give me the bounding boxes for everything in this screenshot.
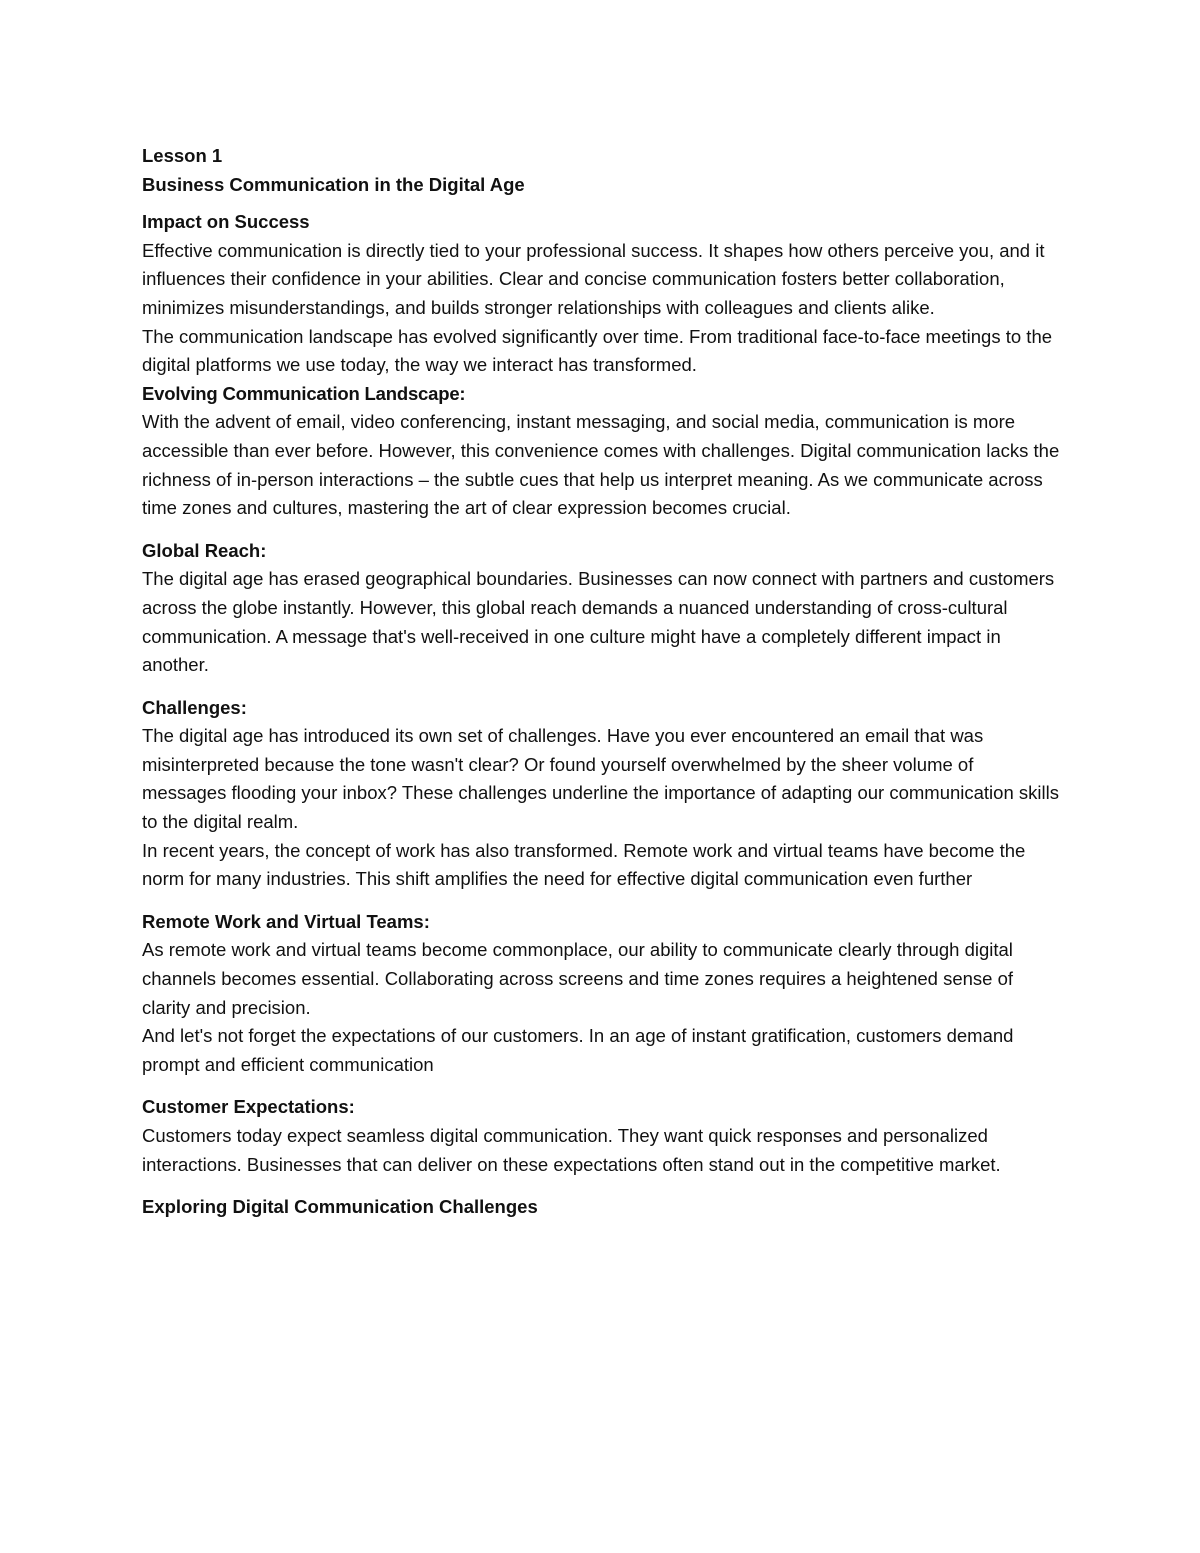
spacer (142, 894, 1062, 908)
paragraph: As remote work and virtual teams become commonplace, our ability to communicate clearly through digital channels becomes essential. Collaborating across screens and time zones requires a heightened sense of clarity and precision. (142, 939, 1014, 1018)
document-title: Business Communication in the Digital Age (142, 173, 525, 195)
paragraph: Customers today expect seamless digital communication. They want quick responses and personalized interactions. Businesses that can deliver on these expectations often stand out in the competitive market. (142, 1125, 1001, 1175)
section-heading-exploring-challenges: Exploring Digital Communication Challenges (142, 1196, 538, 1218)
section-heading-customer-expectations: Customer Expectations: (142, 1096, 355, 1118)
section-heading-evolving-landscape: Evolving Communication Landscape: (142, 382, 466, 404)
paragraph: The digital age has introduced its own set of challenges. Have you ever encountered an email that was misinterpreted because the tone wasn't clear? Or found yourself overwhelmed by the sheer volume of messages flooding your inbox? These challenges underline the importance of adapting our communication skills to the digital realm. (142, 725, 1059, 833)
section-heading-challenges: Challenges: (142, 696, 247, 718)
spacer (142, 680, 1062, 694)
paragraph: The digital age has erased geographical boundaries. Businesses can now connect with partners and customers across the globe instantly. However, this global reach demands a nuanced understanding of cross-cultural communication. A message that's well-received in one culture might have a completely different impact in another. (142, 568, 1055, 676)
paragraph: The communication landscape has evolved significantly over time. From traditional face-to-face meetings to the digital platforms we use today, the way we interact has transformed. (142, 325, 1053, 376)
paragraph: Effective communication is directly tied to your professional success. It shapes how others perceive you, and it influences their confidence in your abilities. Clear and concise communication fosters better collaboration, minimizes misunderstandings, and builds stronger relationships with colleagues and clients alike. (142, 239, 1045, 318)
paragraph: With the advent of email, video conferencing, instant messaging, and social media, communication is more accessible than ever before. However, this convenience comes with challenges. Digital communication lacks the richness of in-person interactions – the subtle cues that help us interpret meaning. As we communicate across time zones and cultures, mastering the art of clear expression becomes crucial. (142, 411, 1060, 519)
section-heading-impact-on-success: Impact on Success (142, 211, 310, 233)
lesson-label: Lesson 1 (142, 145, 223, 166)
document-page (142, 142, 1062, 1222)
section-heading-remote-work: Remote Work and Virtual Teams: (142, 910, 430, 932)
paragraph: And let's not forget the expectations of our customers. In an age of instant gratification, customers demand prompt and efficient communication (142, 1025, 1014, 1075)
paragraph: In recent years, the concept of work has also transformed. Remote work and virtual teams have become the norm for many industries. This shift amplifies the need for effective digital communication even further (142, 839, 1026, 890)
section-heading-global-reach: Global Reach: (142, 539, 267, 561)
spacer (142, 523, 1062, 537)
spacer (142, 199, 1062, 208)
spacer (142, 1179, 1062, 1193)
spacer (142, 1079, 1062, 1093)
